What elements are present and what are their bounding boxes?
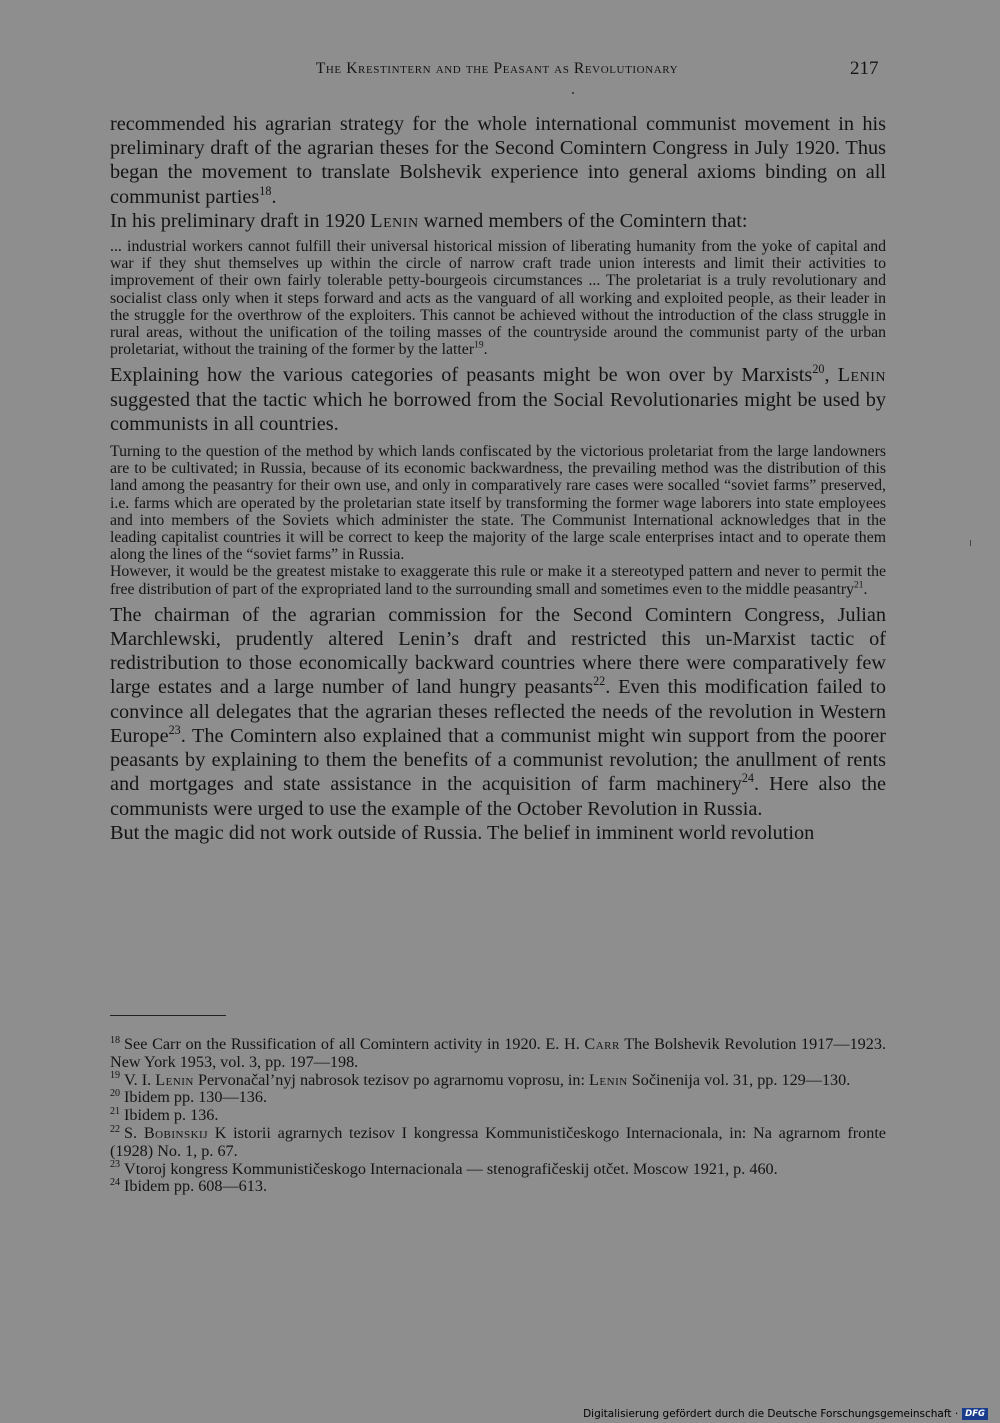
paragraph-text: . Even this modification failed to convince all delegates that the agrarian theses reflected the needs of the revolution in Western Europe — [110, 676, 886, 747]
footnote — [110, 1072, 886, 1090]
footnote-marker: 22 — [110, 1123, 121, 1135]
scan-speck — [970, 540, 971, 546]
footnote-text: K istorii agrarnych tezisov I kongressa Kommunističeskogo Internacionala, in: Na agrarnom fronte (1928) No. 1, p. 67. — [110, 1123, 886, 1160]
paragraph — [110, 603, 886, 821]
paragraph-text: Explaining how the various categories of peasants might be won over by Marxists — [110, 364, 813, 387]
paragraph — [110, 209, 886, 233]
footnotes — [110, 1036, 886, 1196]
quote-text: ... industrial workers cannot fulfill their universal historical mission of liberating humanity from the yoke of capital and war if they shut themselves up within the circle of narrow craft trade union interests and limit their activities to improvement of their own fairly tolerable petty-bourgeois circumstances ... The proletariat is a truly revolutionary and socialist class only when it steps forward and acts as the vanguard of all working and exploited people, as their leader in the struggle for the overthrow of the exploiters. This cannot be achieved without the introduction of the class struggle in rural areas, without the unification of the toiling masses of the countryside around the communist party of the urban proletariat, without the training of the former by the latter — [110, 238, 886, 359]
author-name: Lenin — [837, 364, 886, 387]
block-quote — [110, 563, 886, 597]
footnote-ref[interactable]: 24 — [741, 771, 754, 786]
footnote-ref[interactable]: 20 — [812, 362, 825, 377]
footnote-text: The Bolshevik Revolution 1917—1923. New York 1953, vol. 3, pp. 197—198. — [110, 1035, 886, 1071]
footnote-text: Ibidem p. 136. — [124, 1106, 219, 1125]
author-name: Lenin — [589, 1070, 628, 1089]
footnote-marker: 24 — [110, 1176, 121, 1188]
block-quote — [110, 443, 886, 563]
quote-text: However, it would be the greatest mistake to exaggerate this rule or make it a stereotyped pattern and never to permit the free distribution of part of the expropriated land to the surrounding small and sometimes even to the middle peasantry — [110, 563, 886, 598]
footnote-text: Ibidem pp. 608—613. — [124, 1177, 268, 1196]
footnote-ref[interactable]: 19 — [474, 340, 484, 351]
punctuation: . — [271, 185, 277, 208]
footnote-text: Pervonačal’nyj nabrosok tezisov po agrarnomu voprosu, in: — [197, 1070, 585, 1089]
footnote-marker: 19 — [110, 1070, 121, 1082]
block-quote — [110, 238, 886, 358]
footnote — [110, 1125, 886, 1161]
footnote-text: See Carr on the Russification of all Comintern activity in 1920. E. H. — [124, 1035, 580, 1053]
footnote-marker: 21 — [110, 1105, 121, 1117]
footnote-marker: 23 — [110, 1159, 121, 1171]
banner-text: Digitalisierung gefördert durch die Deutsche Forschungsgemeinschaft · — [583, 1408, 959, 1420]
running-title: The Krestintern and the Peasant as Revolutionary — [315, 60, 679, 77]
paragraph — [110, 112, 886, 209]
footnote-text: Sočinenija vol. 31, pp. 129—130. — [631, 1070, 851, 1089]
footnote — [110, 1178, 886, 1196]
footnote — [110, 1161, 886, 1179]
footnote — [110, 1107, 886, 1125]
paragraph-text: . The Comintern also explained that a communist might win support from the poorer peasants by explaining to them the benefits of a communist revolution; the anullment of rents and mortgages and state assistance in the acquisition of farm machinery — [110, 724, 886, 796]
footnote-marker: 18 — [110, 1034, 121, 1046]
footnote-divider — [110, 1015, 226, 1016]
punctuation: , — [824, 364, 830, 387]
paragraph — [110, 821, 886, 845]
paragraph-text: But the magic did not work outside of Russia. The belief in imminent world revolution — [110, 821, 815, 844]
punctuation: . — [483, 341, 488, 359]
author-name: Bobinskij — [143, 1123, 209, 1142]
funding-banner — [583, 1408, 988, 1420]
paragraph-text: warned members of the Comintern that: — [423, 209, 748, 232]
main-text — [110, 112, 886, 845]
paragraph-text: The chairman of the agrarian commission for the Second Comintern Congress, Julian Marchlewski, prudently altered Lenin’s draft and restricted this un-Marxist tactic of redistribution to those economically backward countries where there were comparatively few large estates and a large number of land hungry peasants — [110, 603, 886, 699]
paragraph-text: recommended his agrarian strategy for the whole international communist movement in his preliminary draft of the agrarian theses for the Second Comintern Congress in July 1920. Thus began the movement to translate Bolshevik experience into general axioms binding on all communist parties — [110, 113, 886, 208]
footnote-marker: 20 — [110, 1088, 121, 1099]
footnote-ref[interactable]: 18 — [259, 183, 272, 198]
footnote-text: Vtoroj kongress Kommunističeskogo Internacionala — stenografičeskij otčet. Moscow 1921, p. 460. — [124, 1159, 778, 1178]
paragraph-text: suggested that the tactic which he borrowed from the Social Revolutionaries might be used by communists in all countries. — [110, 388, 886, 435]
footnote-text: V. I. — [124, 1070, 152, 1089]
dfg-logo: DFG — [962, 1408, 988, 1420]
footnote-ref[interactable]: 23 — [168, 723, 181, 738]
author-name: Lenin — [155, 1070, 194, 1089]
author-name: Carr — [584, 1035, 620, 1053]
paragraph-text: In his preliminary draft in 1920 — [110, 209, 366, 232]
paragraph — [110, 363, 886, 436]
scan-speck — [572, 92, 574, 94]
footnote-text: S. — [124, 1123, 138, 1142]
page-number: 217 — [850, 58, 879, 79]
paragraph-text: . Here also the communists were urged to use the example of the October Revolution in Russia. — [110, 773, 886, 820]
footnote — [110, 1036, 886, 1072]
author-name: Lenin — [370, 209, 419, 232]
footnote-ref[interactable]: 22 — [593, 674, 606, 689]
punctuation: . — [863, 580, 868, 598]
footnote-text: Ibidem pp. 130—136. — [124, 1088, 268, 1107]
quote-text: Turning to the question of the method by which lands confiscated by the victorious proletariat from the large landowners are to be cultivated; in Russia, because of its economic backwardness, the prevailing method was the distribution of this land among the peasantry for their own use, and only in comparatively rare cases were socalled “soviet farms” preserved, i.e. farms which are operated by the proletarian state itself by transforming the former wage laborers into state employees and into members of the Soviets which administer the state. The Communist International acknowledges that in the leading capitalist countries it will be correct to keep the majority of the large scale enterprises intact and to operate them along the lines of the “soviet farms” in Russia. — [110, 443, 886, 564]
footnote — [110, 1089, 886, 1107]
footnote-ref[interactable]: 21 — [854, 580, 864, 591]
